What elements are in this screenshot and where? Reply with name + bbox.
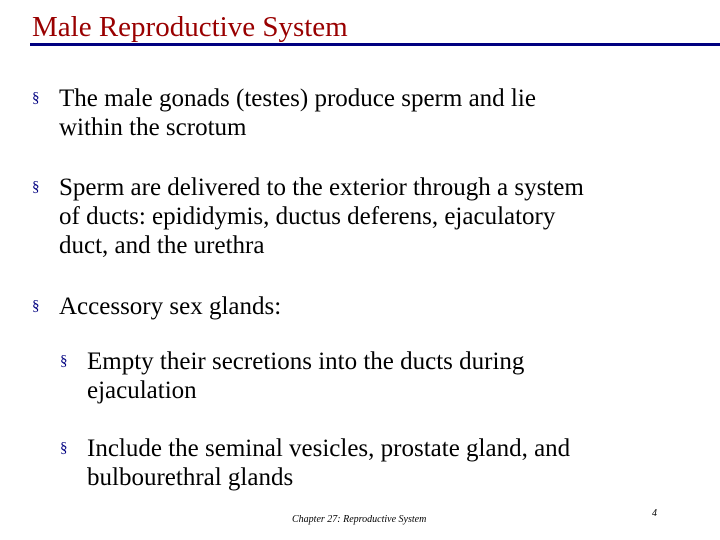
bullet-marker-icon: § — [32, 90, 40, 106]
bullet-text: The male gonads (testes) produce sperm and lie within the scrotum — [59, 85, 536, 141]
page-number: 4 — [652, 508, 657, 519]
bullet-text: Sperm are delivered to the exterior through a system of ducts: epididymis, ductus deferens, ejaculatory duct, and the urethra — [59, 174, 584, 259]
slide-title: Male Reproductive System — [32, 11, 348, 43]
bullet-marker-icon: § — [32, 179, 40, 195]
sub-bullet-item — [60, 434, 680, 492]
bullet-marker-icon: § — [60, 353, 68, 369]
sub-bullet-item — [60, 347, 680, 405]
bullet-item — [32, 84, 702, 142]
slide-footer: Chapter 27: Reproductive System — [292, 514, 427, 525]
sub-bullet-text: Empty their secretions into the ducts during ejaculation — [87, 348, 525, 404]
bullet-marker-icon: § — [32, 298, 40, 314]
sub-bullet-text: Include the seminal vesicles, prostate gland, and bulbourethral glands — [87, 435, 571, 491]
title-underline — [30, 43, 720, 46]
bullet-marker-icon: § — [60, 440, 68, 456]
bullet-item — [32, 173, 702, 260]
bullet-text: Accessory sex glands: — [59, 293, 282, 320]
bullet-item — [32, 292, 702, 321]
